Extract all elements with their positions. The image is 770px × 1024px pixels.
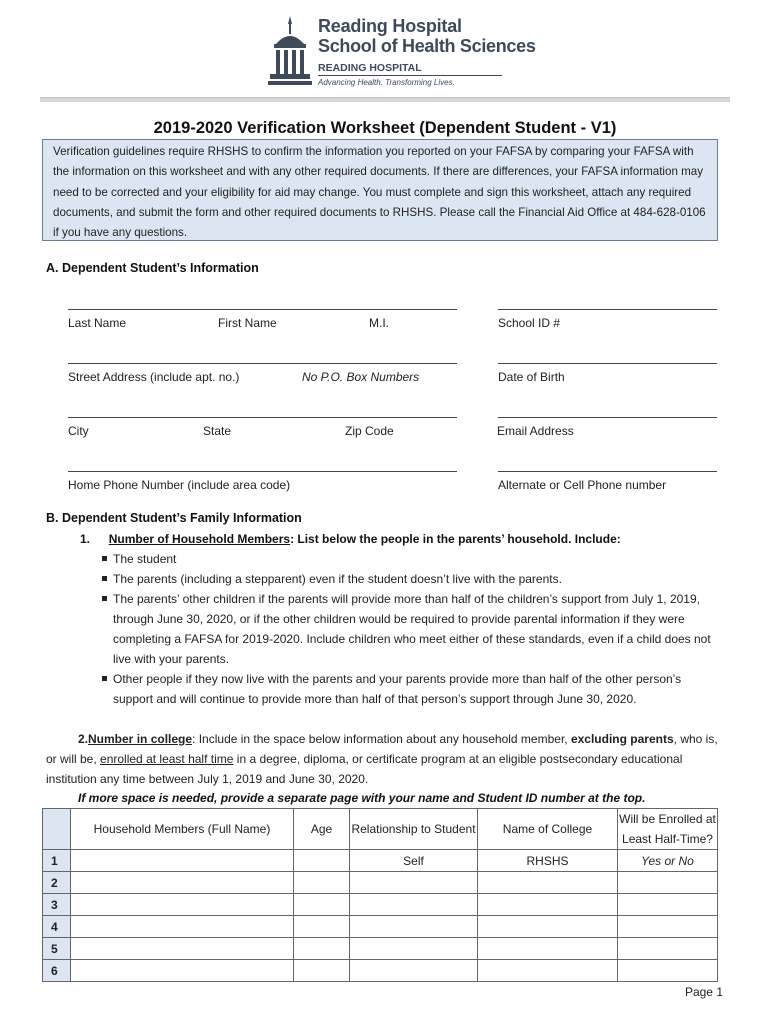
enrolled-cell[interactable]: [618, 872, 718, 894]
home-phone-line[interactable]: [68, 471, 457, 472]
item2-number: 2.: [78, 732, 89, 746]
table-header-enrolled: Will be Enrolled at Least Half-Time?: [618, 809, 718, 850]
state-label: State: [203, 424, 232, 438]
bullet-text: The parents’ other children if the parents will provide more than half of the children’s support from July 1, 2019, through June 30, 2020, or if the other children would be required to provide parental information if they were completing a FAFSA for 2019-2020. Include children who meet either of these standards, even if a child does not live with your parents.: [113, 592, 711, 666]
relationship-cell[interactable]: Self: [350, 850, 478, 872]
bullet-text: The student: [113, 552, 177, 566]
relationship-cell[interactable]: [350, 894, 478, 916]
bullet-square-icon: [102, 556, 107, 561]
bullet-square-icon: [102, 596, 107, 601]
household-members-table: [42, 808, 718, 982]
section-a-heading: A. Dependent Student’s Information: [46, 261, 259, 275]
name-cell[interactable]: [71, 916, 294, 938]
section-b-heading: B. Dependent Student’s Family Information: [46, 511, 302, 525]
alt-phone-label: Alternate or Cell Phone number: [498, 478, 667, 492]
table-header-college: Name of College: [478, 809, 618, 850]
building-logo-icon: [268, 14, 314, 94]
college-cell[interactable]: [478, 916, 618, 938]
table-row: [43, 960, 718, 982]
relationship-cell[interactable]: [350, 916, 478, 938]
table-row: [43, 894, 718, 916]
college-cell[interactable]: [478, 894, 618, 916]
item1-heading: [80, 532, 621, 546]
relationship-cell[interactable]: [350, 938, 478, 960]
item1-rest: : List below the people in the parents’ household. Include:: [290, 532, 621, 546]
age-cell[interactable]: [294, 894, 350, 916]
item2-text-c: in a degree, diploma, or certificate program at an eligible postsecondary educational institution any time between July 1, 2019 and June 30, 2020.: [46, 752, 683, 786]
college-cell[interactable]: [478, 938, 618, 960]
item2-title: Number in college: [88, 732, 193, 746]
name-cell[interactable]: [71, 850, 294, 872]
row-number: 6: [43, 960, 71, 982]
alt-phone-line[interactable]: [498, 471, 717, 472]
bullet-text: The parents (including a stepparent) even if the student doesn’t live with the parents.: [113, 572, 562, 586]
school-id-label: School ID #: [498, 316, 561, 330]
age-cell[interactable]: [294, 938, 350, 960]
first-name-label: First Name: [218, 316, 277, 330]
city-line[interactable]: [68, 417, 457, 418]
table-header-name: Household Members (Full Name): [71, 809, 294, 850]
school-id-line[interactable]: [498, 309, 717, 310]
page-title: 2019-2020 Verification Worksheet (Dependent Student - V1): [153, 119, 617, 137]
table-header-relationship: Relationship to Student: [350, 809, 478, 850]
enrolled-cell[interactable]: [618, 916, 718, 938]
item2-text-a: : Include in the space below information about any household member,: [192, 732, 571, 746]
name-cell[interactable]: [71, 938, 294, 960]
bullet-square-icon: [102, 676, 107, 681]
row-number: 5: [43, 938, 71, 960]
table-header-number: [43, 809, 71, 850]
logo-divider: [318, 75, 502, 76]
bullet-text: Other people if they now live with the parents and your parents provide more than half of the other person’s support and will continue to provide more than half of that person’s support through June 30, 2020.: [113, 672, 682, 706]
zip-label: Zip Code: [345, 424, 394, 438]
table-row: [43, 938, 718, 960]
name-cell[interactable]: [71, 894, 294, 916]
home-phone-label: Home Phone Number (include area code): [68, 478, 291, 492]
logo-tagline: Advancing Health. Transforming Lives.: [318, 78, 455, 87]
bullet-item: [102, 549, 702, 569]
bullet-square-icon: [102, 576, 107, 581]
age-cell[interactable]: [294, 872, 350, 894]
dob-line[interactable]: [498, 363, 717, 364]
bullet-item: [102, 589, 724, 669]
table-row: [43, 872, 718, 894]
last-name-label: Last Name: [68, 316, 127, 330]
table-row: [43, 850, 718, 872]
street-line[interactable]: [68, 363, 457, 364]
item2-bold: excluding parents: [570, 732, 674, 746]
intro-text: Verification guidelines require RHSHS to confirm the information you reported on your FAFSA by comparing your FAFSA with the information on this worksheet and with any other required documents. If there are differences, your FAFSA information may need to be corrected and your eligibility for aid may change. You must complete and sign this worksheet, attach any required documents, and submit the form and other required documents to RHSHS. Please call the Financial Aid Office at 484-628-0106 if you have any questions.: [53, 145, 706, 240]
dob-label: Date of Birth: [498, 370, 565, 384]
intro-box: [42, 139, 718, 241]
email-line[interactable]: [498, 417, 717, 418]
row-number: 4: [43, 916, 71, 938]
mi-label: M.I.: [369, 316, 389, 330]
age-cell[interactable]: [294, 916, 350, 938]
table-header-age: Age: [294, 809, 350, 850]
row-number: 2: [43, 872, 71, 894]
enrolled-cell[interactable]: [618, 960, 718, 982]
item2-paragraph: [46, 729, 722, 789]
item2-underline: enrolled at least half time: [100, 752, 234, 766]
logo-line3: READING HOSPITAL: [318, 62, 422, 74]
row-number: 1: [43, 850, 71, 872]
relationship-cell[interactable]: [350, 872, 478, 894]
header-divider: [40, 97, 730, 102]
logo-line2: School of Health Sciences: [318, 36, 536, 56]
enrolled-cell[interactable]: [618, 894, 718, 916]
item1-number: 1.: [80, 532, 91, 546]
table-row: [43, 916, 718, 938]
table-header-row: [43, 809, 718, 850]
age-cell[interactable]: [294, 850, 350, 872]
name-line[interactable]: [68, 309, 457, 310]
college-cell[interactable]: RHSHS: [478, 850, 618, 872]
college-cell[interactable]: [478, 960, 618, 982]
name-cell[interactable]: [71, 872, 294, 894]
item2-text-b: , who is, or will be,: [46, 732, 718, 766]
bullet-item: [102, 569, 702, 589]
row-number: 3: [43, 894, 71, 916]
space-note: If more space is needed, provide a separate page with your name and Student ID number at the top.: [78, 791, 646, 805]
college-cell[interactable]: [478, 872, 618, 894]
school-logo: [268, 14, 536, 94]
page-number: Page 1: [684, 985, 723, 999]
age-cell[interactable]: [294, 960, 350, 982]
relationship-cell[interactable]: [350, 960, 478, 982]
item1-title: Number of Household Members: [108, 532, 291, 546]
email-label: Email Address: [497, 424, 574, 438]
logo-line1: Reading Hospital: [318, 16, 462, 36]
city-label: City: [68, 424, 89, 438]
street-label: Street Address (include apt. no.): [68, 370, 240, 384]
enrolled-cell[interactable]: Yes or No: [618, 850, 718, 872]
bullet-item: [102, 669, 710, 709]
enrolled-cell[interactable]: [618, 938, 718, 960]
no-po-box-note: No P.O. Box Numbers: [302, 370, 420, 384]
name-cell[interactable]: [71, 960, 294, 982]
